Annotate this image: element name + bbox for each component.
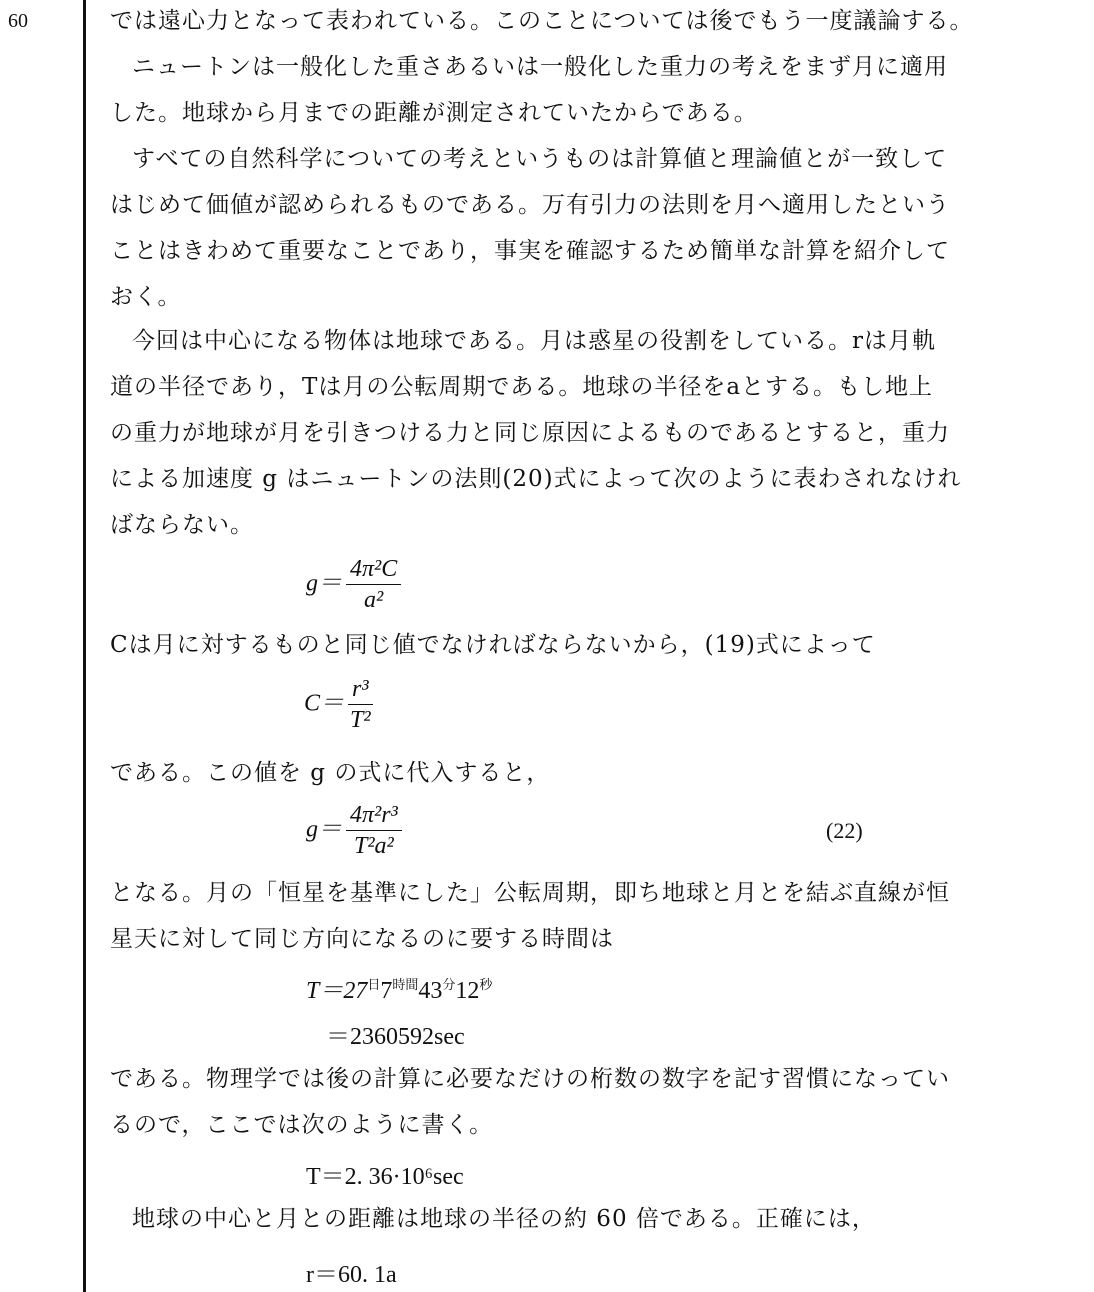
margin-rule [83, 0, 86, 1292]
text-line-16: 星天に対して同じ方向になるのに要する時間は [110, 926, 614, 952]
equation-g-second [306, 802, 402, 860]
text-line-14: である。この値を g の式に代入すると， [110, 760, 551, 786]
eq-t-minutes-unit: 分 [442, 977, 456, 992]
text-line-5: はじめて価値が認められるものである。万有引力の法則を月へ適用したという [110, 192, 950, 218]
text-line-13: Cは月に対するものと同じ値でなければならないから，(19)式によって [110, 632, 876, 658]
text-line-8: 今回は中心になる物体は地球である。月は惑星の役割をしている。rは月軌 [132, 328, 936, 354]
eq-c-denominator: T² [350, 707, 371, 733]
text-line-10: の重力が地球が月を引きつける力と同じ原因によるものであるとすると，重力 [110, 420, 950, 446]
eq-g1-denominator: a² [364, 587, 384, 613]
eq-g2-numerator: 4π²r³ [346, 802, 402, 831]
equation-number: (22) [826, 818, 863, 843]
equation-t-period [306, 970, 492, 1005]
eq-g1-lhs: g＝ [306, 570, 342, 597]
eq-g1-numerator: 4π²C [346, 556, 401, 585]
text-line-12: ばならない。 [110, 512, 254, 538]
eq-g2-fraction [346, 802, 402, 860]
eq-t-seconds: 12 [455, 978, 480, 1004]
eq-t-hours: 7 [380, 978, 393, 1004]
text-line-19: 地球の中心と月との距離は地球の半径の約 60 倍である。正確には， [132, 1206, 876, 1232]
eq-t-hours-unit: 時間 [392, 977, 419, 992]
text-line-2: ニュートンは一般化した重さあるいは一般化した重力の考えをまず月に適用 [132, 54, 948, 80]
text-line-7: おく。 [110, 284, 182, 310]
eq-g2-lhs: g＝ [306, 816, 342, 843]
equation-t-scientific: T＝2. 36·10⁶sec [306, 1164, 464, 1190]
eq-g2-denominator: T²a² [354, 833, 394, 859]
equation-r: r＝60. 1a [306, 1262, 397, 1288]
eq-t-days-unit: 日 [367, 977, 381, 992]
text-line-15: となる。月の「恒星を基準にした」公転周期，即ち地球と月とを結ぶ直線が恒 [110, 880, 950, 906]
eq-t-minutes: 43 [418, 978, 443, 1004]
text-line-1: では遠心力となって表われている。このことについては後でもう一度議論する。 [110, 8, 974, 34]
equation-c [304, 676, 373, 734]
equation-t-seconds: ＝2360592sec [326, 1024, 465, 1050]
text-line-11: による加速度 g はニュートンの法則(20)式によって次のように表わされなけれ [110, 466, 962, 492]
eq-g1-fraction [346, 556, 401, 614]
page-number: 60 [8, 10, 28, 32]
text-line-3: した。地球から月までの距離が測定されていたからである。 [110, 100, 758, 126]
text-line-9: 道の半径であり，Tは月の公転周期である。地球の半径をaとする。もし地上 [110, 374, 934, 400]
text-line-4: すべての自然科学についての考えというものは計算値と理論値とが一致して [132, 146, 948, 172]
equation-g-first [306, 556, 401, 614]
eq-c-numerator: r³ [348, 676, 373, 705]
eq-t-days: T＝27 [306, 978, 368, 1004]
text-line-18: るので，ここでは次のように書く。 [110, 1112, 494, 1138]
eq-c-fraction [348, 676, 373, 734]
eq-t-seconds-unit: 秒 [479, 977, 493, 992]
text-line-6: ことはきわめて重要なことであり，事実を確認するため簡単な計算を紹介して [110, 238, 950, 264]
eq-c-lhs: C＝ [304, 690, 345, 717]
text-line-17: である。物理学では後の計算に必要なだけの桁数の数字を記す習慣になってい [110, 1066, 950, 1092]
